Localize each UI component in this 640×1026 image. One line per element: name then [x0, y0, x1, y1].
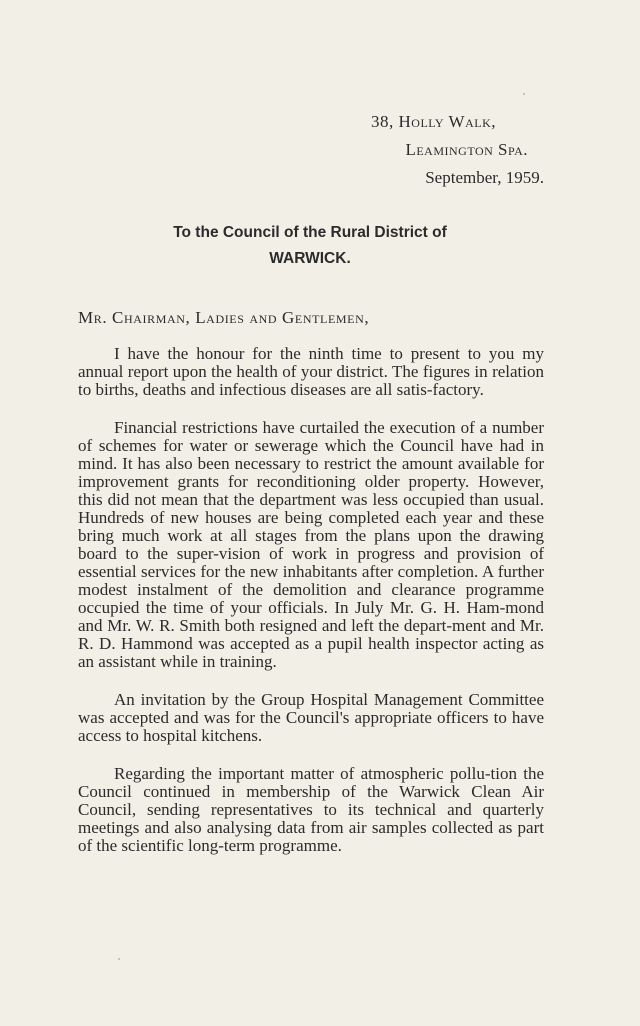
- paragraph: Financial restrictions have curtailed the execution of a number of schemes for water or sewerage which the Council have had in mind. It has also been necessary to restrict the amount available for improvement grants for reconditioning older property. However, this did not mean that the department was less occupied than usual. Hundreds of new houses are being completed each year and these bring much work at all stages from the plans upon the drawing board to the super-vision of work in progress and provision of essential services for the new inhabitants after completion. A further modest instalment of the demolition and clearance programme occupied the time of your officials. In July Mr. G. H. Ham-mond and Mr. W. R. Smith both resigned and left the depart-ment and Mr. R. D. Hammond was accepted as a pupil health inspector acting as an assistant while in training.: [78, 418, 544, 671]
- address-street: 38, Holly Walk,: [371, 112, 496, 131]
- sender-address: [371, 108, 544, 192]
- paragraph: I have the honour for the ninth time to present to you my annual report upon the health of your district. The figures in relation to births, deaths and infectious diseases are all satis-factory.: [78, 344, 544, 399]
- address-town: Leamington Spa.: [405, 140, 528, 159]
- paper-speck: [523, 93, 525, 95]
- letter-body: [78, 345, 544, 875]
- paragraph: An invitation by the Group Hospital Management Committee was accepted and was for the Council's appropriate officers to have access to hospital kitchens.: [78, 690, 544, 745]
- addressee-line: To the Council of the Rural District of: [173, 224, 447, 241]
- district-name: WARWICK.: [269, 250, 351, 267]
- paragraph: Regarding the important matter of atmospheric pollu-tion the Council continued in membership of the Warwick Clean Air Council, sending representatives to its technical and quarterly meetings and also analysing data from air samples collected as part of the scientific long-term programme.: [78, 764, 544, 855]
- salutation: Mr. Chairman, Ladies and Gentlemen,: [78, 308, 370, 327]
- addressee-heading: [0, 220, 620, 272]
- letter-date: September, 1959.: [425, 168, 544, 187]
- paper-speck: [118, 958, 120, 960]
